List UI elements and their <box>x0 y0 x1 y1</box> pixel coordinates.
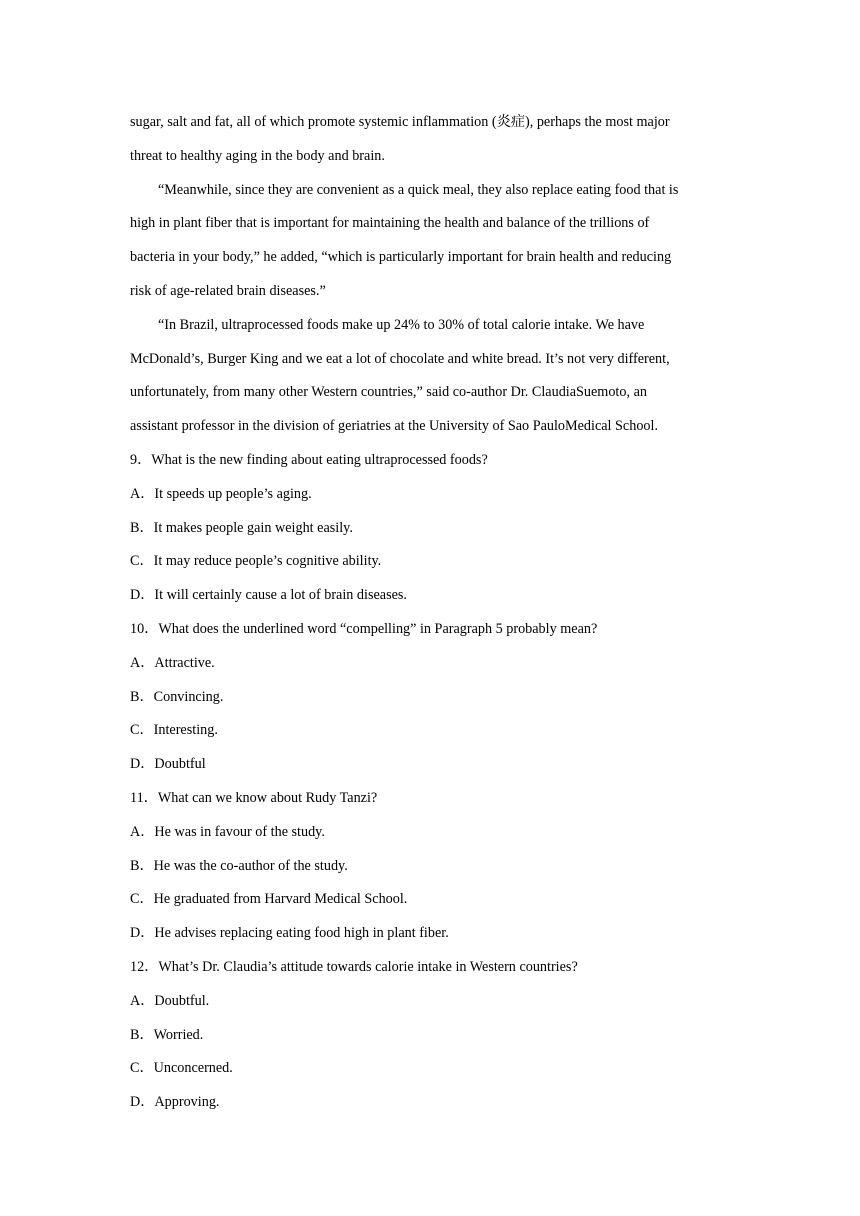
option-b[interactable]: B．Convincing. <box>130 688 224 705</box>
option-c[interactable]: C．He graduated from Harvard Medical School. <box>130 891 408 908</box>
question-10 <box>130 613 730 782</box>
passage-line: sugar, salt and fat, all of which promote systemic inflammation (炎症), perhaps the most major <box>130 114 670 130</box>
passage-line: “In Brazil, ultraprocessed foods make up 24% to 30% of total calorie intake. We have <box>158 316 645 333</box>
option-a[interactable]: A．Attractive. <box>130 654 215 671</box>
option-c[interactable]: C．It may reduce people’s cognitive ability. <box>130 553 382 570</box>
question-11 <box>130 782 730 951</box>
option-a[interactable]: A．It speeds up people’s aging. <box>130 485 312 502</box>
question-stem: 12．What’s Dr. Claudia’s attitude towards calorie intake in Western countries? <box>130 958 578 975</box>
passage-line: “Meanwhile, since they are convenient as a quick meal, they also replace eating food that is <box>158 181 679 198</box>
question-9 <box>130 444 730 613</box>
option-c[interactable]: C．Interesting. <box>130 722 218 739</box>
option-a[interactable]: A．He was in favour of the study. <box>130 823 325 840</box>
passage <box>130 106 730 444</box>
option-d[interactable]: D．Approving. <box>130 1094 220 1111</box>
option-d[interactable]: D．It will certainly cause a lot of brain diseases. <box>130 587 407 604</box>
passage-line: McDonald’s, Burger King and we eat a lot of chocolate and white bread. It’s not very different, <box>130 350 670 367</box>
document-page <box>130 106 730 1120</box>
option-b[interactable]: B．Worried. <box>130 1026 204 1043</box>
passage-line: assistant professor in the division of geriatries at the University of Sao PauloMedical School. <box>130 418 658 435</box>
question-stem: 11．What can we know about Rudy Tanzi? <box>130 789 378 806</box>
option-c[interactable]: C．Unconcerned. <box>130 1060 233 1077</box>
passage-line: unfortunately, from many other Western countries,” said co-author Dr. ClaudiaSuemoto, an <box>130 384 647 401</box>
question-12 <box>130 951 730 1120</box>
option-b[interactable]: B．It makes people gain weight easily. <box>130 519 353 536</box>
option-a[interactable]: A．Doubtful. <box>130 992 210 1009</box>
option-d[interactable]: D．Doubtful <box>130 756 206 773</box>
option-d[interactable]: D．He advises replacing eating food high in plant fiber. <box>130 925 449 942</box>
passage-line: bacteria in your body,” he added, “which is particularly important for brain health and reducing <box>130 249 672 266</box>
passage-line: high in plant fiber that is important for maintaining the health and balance of the trillions of <box>130 215 650 232</box>
option-b[interactable]: B．He was the co-author of the study. <box>130 857 348 874</box>
question-stem: 10．What does the underlined word “compelling” in Paragraph 5 probably mean? <box>130 620 598 637</box>
passage-line: risk of age-related brain diseases.” <box>130 282 326 299</box>
passage-line: threat to healthy aging in the body and brain. <box>130 147 385 164</box>
question-stem: 9．What is the new finding about eating ultraprocessed foods? <box>130 451 488 468</box>
